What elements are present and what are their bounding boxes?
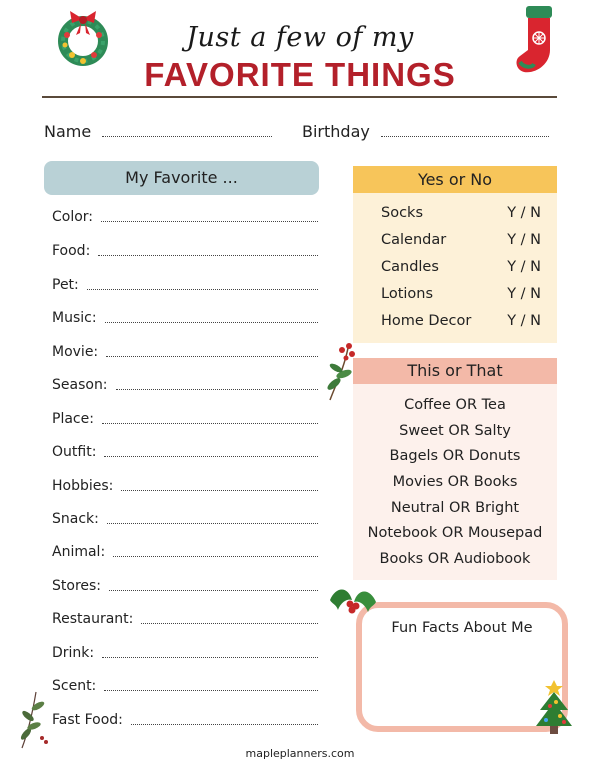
favorite-row[interactable]: [52, 411, 318, 427]
answer-blank[interactable]: [109, 590, 318, 591]
answer-blank[interactable]: [102, 657, 318, 658]
yes-no-choice[interactable]: Y / N: [507, 232, 541, 248]
favorite-row[interactable]: [52, 511, 318, 527]
favorite-label: Outfit:: [52, 444, 97, 460]
this-that-item[interactable]: Bagels OR Donuts: [389, 448, 521, 464]
favorite-label: Drink:: [52, 645, 95, 661]
favorite-row[interactable]: [52, 444, 318, 460]
answer-blank[interactable]: [104, 690, 318, 691]
birthday-field[interactable]: [302, 122, 549, 141]
answer-blank[interactable]: [102, 423, 318, 424]
answer-blank[interactable]: [121, 490, 318, 491]
yes-no-row[interactable]: [381, 313, 541, 329]
favorite-row[interactable]: [52, 310, 318, 326]
favorite-label: Season:: [52, 377, 108, 393]
header-divider: [42, 96, 557, 98]
yes-no-heading: Yes or No: [353, 166, 557, 193]
favorite-label: Restaurant:: [52, 611, 134, 627]
favorite-row[interactable]: [52, 678, 318, 694]
yes-no-label: Socks: [381, 205, 423, 221]
answer-blank[interactable]: [101, 221, 318, 222]
this-that-item[interactable]: Movies OR Books: [392, 474, 518, 490]
favorite-row[interactable]: [52, 277, 318, 293]
favorites-heading: My Favorite ...: [44, 161, 319, 195]
favorite-label: Place:: [52, 411, 94, 427]
birthday-blank[interactable]: [381, 124, 549, 137]
yes-no-row[interactable]: [381, 232, 541, 248]
answer-blank[interactable]: [106, 356, 318, 357]
favorite-row[interactable]: [52, 209, 318, 225]
favorite-label: Food:: [52, 243, 91, 259]
yes-no-row[interactable]: [381, 259, 541, 275]
yes-no-label: Calendar: [381, 232, 447, 248]
answer-blank[interactable]: [113, 556, 318, 557]
this-that-item[interactable]: Coffee OR Tea: [404, 397, 506, 413]
favorite-row[interactable]: [52, 712, 318, 728]
yes-no-choice[interactable]: Y / N: [507, 205, 541, 221]
birthday-label: Birthday: [302, 122, 370, 141]
favorite-label: Stores:: [52, 578, 102, 594]
this-that-item[interactable]: Books OR Audiobook: [379, 551, 531, 567]
favorite-label: Hobbies:: [52, 478, 114, 494]
footer-website[interactable]: mapleplanners.com: [245, 747, 355, 760]
favorite-label: Snack:: [52, 511, 99, 527]
holly-leaves-icon: [326, 580, 380, 622]
this-that-heading: This or That: [353, 358, 557, 384]
christmas-tree-icon: [530, 676, 578, 742]
yes-no-choice[interactable]: Y / N: [507, 286, 541, 302]
favorite-row[interactable]: [52, 611, 318, 627]
fun-facts-heading: Fun Facts About Me: [391, 620, 533, 636]
this-that-item[interactable]: Notebook OR Mousepad: [367, 525, 543, 541]
yes-no-label: Lotions: [381, 286, 434, 302]
favorite-label: Color:: [52, 209, 94, 225]
yes-no-label: Home Decor: [381, 313, 472, 329]
favorite-label: Animal:: [52, 544, 106, 560]
favorite-label: Music:: [52, 310, 97, 326]
favorite-row[interactable]: [52, 544, 318, 560]
answer-blank[interactable]: [87, 289, 318, 290]
branch-icon: [12, 686, 58, 752]
answer-blank[interactable]: [98, 255, 318, 256]
favorite-row[interactable]: [52, 578, 318, 594]
this-that-item[interactable]: Sweet OR Salty: [399, 423, 511, 439]
yes-no-choice[interactable]: Y / N: [507, 259, 541, 275]
favorite-row[interactable]: [52, 645, 318, 661]
favorite-label: Movie:: [52, 344, 99, 360]
answer-blank[interactable]: [107, 523, 318, 524]
favorite-row[interactable]: [52, 344, 318, 360]
page-title: FAVORITE THINGS: [144, 56, 456, 93]
yes-no-choice[interactable]: Y / N: [507, 313, 541, 329]
favorite-label: Fast Food:: [52, 712, 123, 728]
answer-blank[interactable]: [141, 623, 318, 624]
answer-blank[interactable]: [131, 724, 318, 725]
answer-blank[interactable]: [105, 322, 318, 323]
script-title: Just a few of my: [186, 22, 414, 53]
yes-no-label: Candles: [381, 259, 439, 275]
this-that-item[interactable]: Neutral OR Bright: [390, 500, 520, 516]
favorite-row[interactable]: [52, 243, 318, 259]
answer-blank[interactable]: [116, 389, 318, 390]
yes-no-row[interactable]: [381, 286, 541, 302]
name-label: Name: [44, 122, 92, 141]
favorite-row[interactable]: [52, 377, 318, 393]
yes-no-row[interactable]: [381, 205, 541, 221]
name-blank[interactable]: [102, 124, 272, 137]
favorite-label: Pet:: [52, 277, 79, 293]
answer-blank[interactable]: [104, 456, 318, 457]
favorite-label: Scent:: [52, 678, 97, 694]
name-field[interactable]: [44, 122, 272, 141]
favorite-row[interactable]: [52, 478, 318, 494]
